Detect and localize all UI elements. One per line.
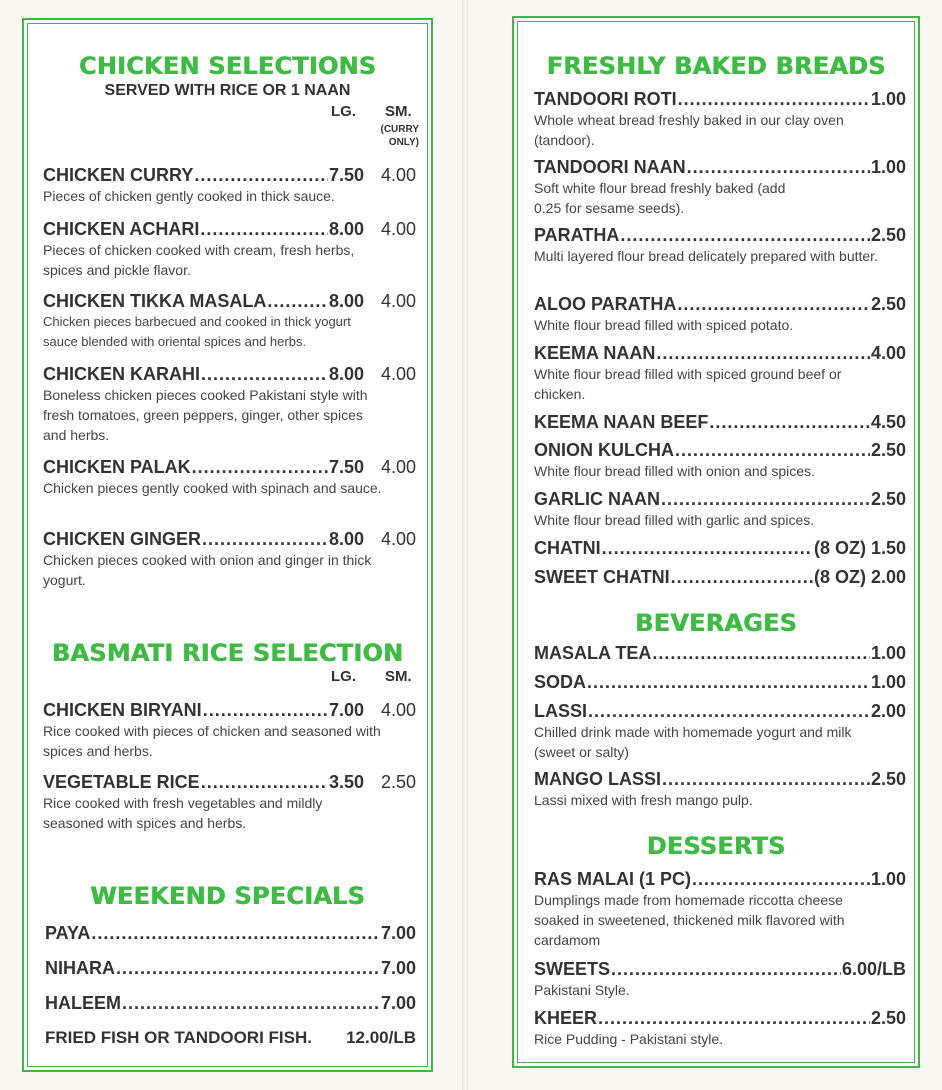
col-sm-note: (CURRY ONLY) [380,124,419,148]
item-price: 7.00 [380,958,416,978]
item-price: 4.00 [870,343,906,363]
item-price-sm: 4.00 [380,291,416,311]
item-name: SODA [534,672,587,692]
menu-item [45,922,416,944]
menu-item [534,642,906,664]
col-sm-label: SM. [385,668,412,685]
item-price: 2.50 [870,489,906,509]
item-price-lg: 7.00 [328,700,364,720]
item-name: ALOO PARATHA [534,294,677,314]
col-lg-label: LG. [331,668,356,685]
item-price: 1.00 [870,672,906,692]
item-price: 1.00 [870,643,906,663]
item-price-lg: 7.50 [328,165,364,185]
menu-item [45,992,416,1014]
item-price: 12.00/LB [346,1028,416,1047]
menu-item [534,1007,906,1049]
item-name: SWEETS [534,959,611,979]
menu-item [43,528,416,590]
item-price-lg: 3.50 [328,772,364,792]
item-name: PAYA [45,923,91,943]
chicken-subtitle: SERVED WITH RICE OR 1 NAAN [104,82,351,99]
item-name: CHICKEN TIKKA MASALA [43,291,267,311]
item-description: Pakistani Style. [534,982,630,998]
item-description: Multi layered flour bread delicately prepared with butter. [534,248,878,264]
col-lg-label: LG. [331,103,356,120]
menu-item [534,537,906,559]
item-price: 2.50 [870,294,906,314]
menu-item [45,957,416,979]
item-price-sm: 4.00 [380,165,416,185]
menu-item [534,958,906,1000]
item-description: Chilled drink made with homemade yogurt and milk (sweet or salty) [534,724,852,760]
menu-item [43,218,416,280]
item-price-lg: 8.00 [328,219,364,239]
item-name: CHICKEN BIRYANI [43,700,202,720]
item-name: FRIED FISH OR TANDOORI FISH. [45,1028,312,1047]
item-price-sm: 4.00 [380,219,416,239]
item-name: TANDOORI NAAN [534,157,686,177]
item-price-sm: 2.50 [380,772,416,792]
item-description: White flour bread filled with garlic and spices. [534,512,815,528]
basmati-rice-heading: BASMATI RICE SELECTION [51,639,404,667]
item-price-sm: 4.00 [380,457,416,477]
item-description: Soft white flour bread freshly baked (add 0.25 for sesame seeds). [534,180,786,216]
item-description: Lassi mixed with fresh mango pulp. [534,792,753,808]
item-name: CHATNI [534,538,601,558]
menu-item [534,868,906,950]
item-price-lg: 8.00 [328,364,364,384]
item-name: KEEMA NAAN [534,343,656,363]
item-price-lg: 8.00 [328,529,364,549]
item-price: 4.50 [870,412,906,432]
menu-item [534,224,906,266]
menu-item [43,290,416,352]
item-name: LASSI [534,701,588,721]
item-price: 1.00 [870,157,906,177]
item-price-lg: 7.50 [328,457,364,477]
item-name: SWEET CHATNI [534,567,670,587]
item-name: NIHARA [45,958,115,978]
weekend-specials-heading: WEEKEND SPECIALS [90,882,365,910]
item-description: White flour bread filled with onion and spices. [534,463,815,479]
item-description: Whole wheat bread freshly baked in our clay oven (tandoor). [534,112,844,148]
item-name: CHICKEN GINGER [43,529,202,549]
menu-item [534,566,906,588]
chicken-selections-heading: CHICKEN SELECTIONS [78,52,377,80]
item-price: 6.00/LB [841,959,906,979]
item-description: Chicken pieces barbecued and cooked in thick yogurt sauce blended with oriental spices and herbs. [43,314,351,349]
item-price-sm: 4.00 [380,529,416,549]
item-description: White flour bread filled with spiced potato. [534,317,794,333]
menu-item [534,671,906,693]
item-price-sm: 4.00 [380,364,416,384]
right-menu-panel [512,16,920,1068]
left-menu-panel [22,18,433,1072]
item-description: Rice cooked with pieces of chicken and seasoned with spices and herbs. [43,723,381,759]
item-price: 2.50 [870,225,906,245]
item-name: CHICKEN PALAK [43,457,191,477]
menu-item [43,456,416,498]
item-price: 2.50 [870,1008,906,1028]
col-sm-label: SM. [385,103,412,120]
item-name: ONION KULCHA [534,440,674,460]
item-name: MANGO LASSI [534,769,662,789]
item-description: Rice Pudding - Pakistani style. [534,1031,724,1047]
menu-item [43,164,416,206]
item-name: HALEEM [45,993,121,1013]
item-name: VEGETABLE RICE [43,772,200,792]
menu-item [534,700,906,762]
menu-item [43,699,416,761]
menu-item [45,1027,416,1049]
item-price: 2.00 [870,701,906,721]
item-name: KHEER [534,1008,598,1028]
menu-item [534,293,906,335]
menu-item [43,771,416,833]
item-name: CHICKEN ACHARI [43,219,200,239]
item-name: MASALA TEA [534,643,652,663]
item-price: 7.00 [380,923,416,943]
breads-heading: FRESHLY BAKED BREADS [546,52,886,80]
item-description: Rice cooked with fresh vegetables and mildly seasoned with spices and herbs. [43,795,323,831]
beverages-heading: BEVERAGES [635,609,797,637]
item-description: White flour bread filled with spiced ground beef or chicken. [534,366,842,402]
item-price: 1.00 [870,869,906,889]
item-price: 2.50 [870,440,906,460]
item-name: GARLIC NAAN [534,489,660,509]
menu-item [534,768,906,810]
menu-item [534,88,906,150]
menu-item [534,156,906,218]
item-price: (8 OZ) 2.00 [813,567,906,587]
menu-item [43,363,416,445]
item-description: Dumplings made from homemade riccotta cheese soaked in sweetened, thickened milk flavored with cardamom [534,892,845,948]
item-name: TANDOORI ROTI [534,89,677,109]
item-name: KEEMA NAAN BEEF [534,412,709,432]
item-description: Boneless chicken pieces cooked Pakistani style with fresh tomatoes, green peppers, ginger, other spices and herbs. [43,387,368,443]
item-name: CHICKEN KARAHI [43,364,200,384]
menu-item [534,488,906,530]
item-price-sm: 4.00 [380,700,416,720]
item-price: 2.50 [870,769,906,789]
item-price: 1.00 [870,89,906,109]
item-description: Chicken pieces gently cooked with spinach and sauce. [43,480,382,496]
item-price-lg: 8.00 [328,291,364,311]
item-name: CHICKEN CURRY [43,165,194,185]
item-name: PARATHA [534,225,620,245]
item-description: Pieces of chicken gently cooked in thick sauce. [43,188,335,204]
desserts-heading: DESSERTS [646,832,786,860]
menu-item [534,411,906,433]
menu-item [534,342,906,404]
menu-item [534,439,906,481]
item-description: Pieces of chicken cooked with cream, fresh herbs, spices and pickle flavor. [43,242,355,278]
item-name: RAS MALAI (1 PC) [534,869,691,889]
page-fold [462,0,468,1090]
item-description: Chicken pieces cooked with onion and ginger in thick yogurt. [43,552,372,588]
item-price: (8 OZ) 1.50 [813,538,906,558]
item-price: 7.00 [380,993,416,1013]
